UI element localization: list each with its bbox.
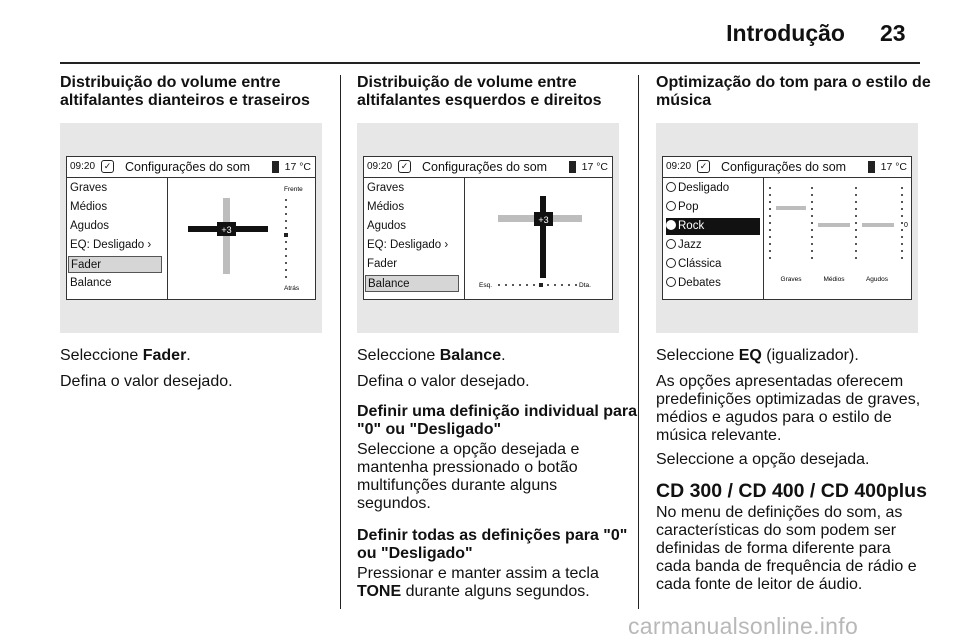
sound-menu <box>364 178 465 299</box>
screen-title: Configurações do som <box>721 160 847 174</box>
col2-heading: Distribuição de volume entre altifalantes esquerdos e direitos <box>357 74 602 109</box>
balance-screenshot <box>357 123 619 333</box>
menu-item-eq[interactable] <box>70 237 164 254</box>
header-rule <box>60 62 920 64</box>
col2-text: Defina o valor desejado. <box>357 373 530 390</box>
balance-label-right: Dta. <box>579 282 591 289</box>
section-heading: CD 300 / CD 400 / CD 400plus <box>656 480 927 502</box>
screen-title: Configurações do som <box>125 160 251 174</box>
chevron-right-icon: › <box>147 239 152 251</box>
clock: 09:20 <box>666 161 692 172</box>
col2-instruction: Seleccione Balance. <box>357 347 506 364</box>
menu-item-eq-label: EQ: Desligado <box>70 239 145 251</box>
balance-scale <box>498 283 577 287</box>
eq-option-label: Clássica <box>678 258 722 270</box>
menu-item-eq-label: EQ: Desligado <box>367 239 442 251</box>
fader-label-top: Frente <box>284 186 303 193</box>
eq-label-graves: Graves <box>780 276 802 283</box>
status-bar <box>67 157 315 178</box>
eq-label-agudos: Agudos <box>865 276 889 283</box>
radio-selected-icon <box>666 220 676 230</box>
menu-item-balance[interactable]: Balance <box>70 277 112 289</box>
balance-graphic <box>465 178 611 299</box>
page-header-title: Introdução <box>726 20 845 46</box>
col3-heading: Optimização do tom para o estilo de música <box>656 74 931 109</box>
fader-label-bottom: Atrás <box>284 285 300 292</box>
eq-screen <box>662 156 912 300</box>
eq-menu <box>663 178 764 299</box>
checkmark-icon: ✓ <box>697 160 710 173</box>
eq-option-label: Jazz <box>678 239 702 251</box>
balance-screen <box>363 156 613 300</box>
menu-item-fader[interactable]: Fader <box>68 256 162 273</box>
radio-icon <box>666 201 676 211</box>
col3-description: As opções apresentadas oferecem predefinições optimizadas de graves, médios e agudos para o estilo de música relevante. <box>656 373 921 444</box>
col1-heading: Distribuição do volume entre altifalantes dianteiros e traseiros <box>60 74 310 109</box>
page-number: 23 <box>880 20 906 46</box>
balance-label-left: Esq. <box>479 282 493 289</box>
eq-option-label: Rock <box>678 220 705 232</box>
eq-level-agudos <box>862 223 894 227</box>
balance-vertical-bar <box>538 196 549 278</box>
radio-icon <box>666 239 676 249</box>
eq-level-medios <box>818 223 850 227</box>
eq-option-classica[interactable] <box>666 256 760 273</box>
menu-item-graves[interactable]: Graves <box>70 182 108 194</box>
chevron-right-icon: › <box>444 239 449 251</box>
eq-option-label: Desligado <box>678 182 730 194</box>
temperature: 17 °C <box>581 161 608 173</box>
menu-item-medios[interactable]: Médios <box>70 201 108 213</box>
eq-option-pop[interactable] <box>666 199 760 216</box>
eq-scale-graves <box>769 187 771 259</box>
menu-item-agudos[interactable]: Agudos <box>70 220 110 232</box>
screen-title: Configurações do som <box>422 160 548 174</box>
eq-graphic <box>764 178 910 299</box>
sub1-heading: Definir uma definição individual para "0" ou "Desligado" <box>357 403 638 438</box>
sound-menu <box>67 178 168 299</box>
eq-option-rock[interactable] <box>666 218 760 235</box>
temperature: 17 °C <box>880 161 907 173</box>
col3-instruction: Seleccione EQ (igualizador). <box>656 347 859 364</box>
menu-item-balance[interactable]: Balance <box>365 275 459 292</box>
eq-option-debates[interactable] <box>666 275 760 292</box>
checkmark-icon: ✓ <box>398 160 411 173</box>
fader-screen <box>66 156 316 300</box>
eq-zero-label: 0 <box>904 222 908 229</box>
watermark: carmanualsonline.info <box>628 613 859 639</box>
eq-option-jazz[interactable] <box>666 237 760 254</box>
menu-item-fader[interactable]: Fader <box>367 258 398 270</box>
menu-item-agudos[interactable]: Agudos <box>367 220 407 232</box>
thermometer-icon <box>569 161 576 173</box>
fader-screenshot <box>60 123 322 333</box>
eq-scale-agudos <box>855 187 857 259</box>
col1-text: Defina o valor desejado. <box>60 373 233 390</box>
thermometer-icon <box>868 161 875 173</box>
radio-icon <box>666 182 676 192</box>
sub1-body: Seleccione a opção desejada e mantenha pressionado o botão multifunções durante alguns segundos. <box>357 441 580 512</box>
eq-scale-reference <box>901 187 903 259</box>
clock: 09:20 <box>367 161 393 172</box>
sub2-body: Pressionar e manter assim a tecla TONE durante alguns segundos. <box>357 565 599 600</box>
thermometer-icon <box>272 161 279 173</box>
radio-icon <box>666 258 676 268</box>
column-divider-1 <box>340 75 341 609</box>
fader-marker-value: +3 <box>221 225 232 235</box>
menu-item-eq[interactable] <box>367 237 461 254</box>
checkmark-icon: ✓ <box>101 160 114 173</box>
eq-screenshot <box>656 123 918 333</box>
eq-option-label: Debates <box>678 277 721 289</box>
col3-select-text: Seleccione a opção desejada. <box>656 451 870 468</box>
menu-item-medios[interactable]: Médios <box>367 201 405 213</box>
eq-option-label: Pop <box>678 201 699 213</box>
col1-instruction: Seleccione Fader. <box>60 347 191 364</box>
clock: 09:20 <box>70 161 96 172</box>
temperature: 17 °C <box>284 161 311 173</box>
menu-item-graves[interactable]: Graves <box>367 182 405 194</box>
radio-icon <box>666 277 676 287</box>
balance-marker-value: +3 <box>538 215 549 225</box>
fader-graphic <box>168 178 314 299</box>
section-body: No menu de definições do som, as características do som podem ser definidas de forma diferente para cada banda de frequência de rádio e cada fonte de leitor de áudio. <box>656 504 917 593</box>
eq-label-medios: Médios <box>823 276 845 283</box>
eq-scale-medios <box>811 187 813 259</box>
status-bar <box>663 157 911 178</box>
fader-scale <box>284 199 288 278</box>
status-bar <box>364 157 612 178</box>
column-divider-2 <box>638 75 639 609</box>
eq-option-desligado[interactable] <box>666 180 760 197</box>
eq-level-graves <box>776 206 806 210</box>
sub2-heading: Definir todas as definições para "0" ou "Desligado" <box>357 527 628 562</box>
